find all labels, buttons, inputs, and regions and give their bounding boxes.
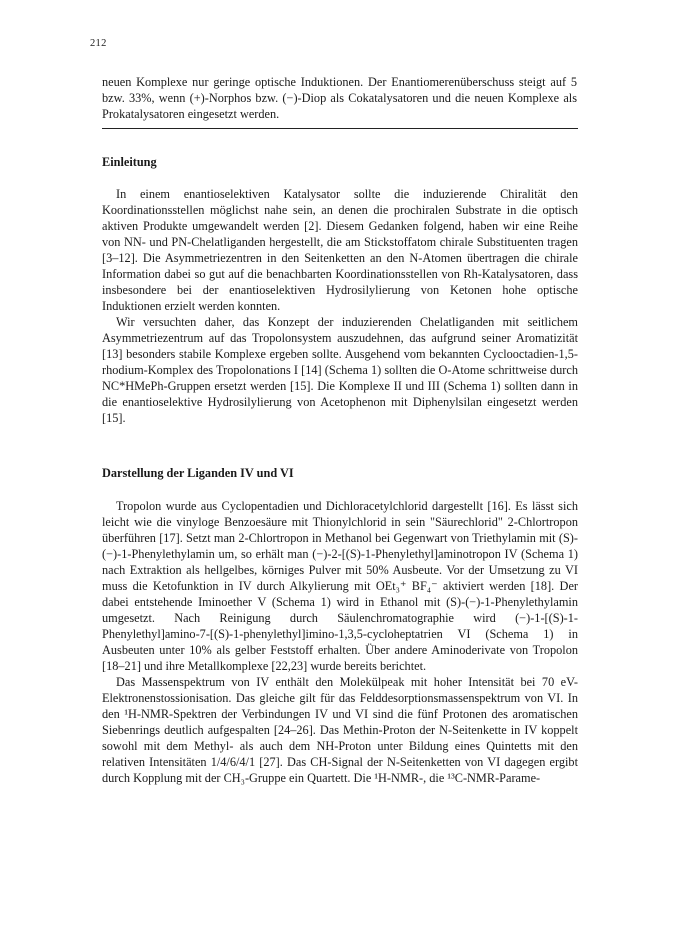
section-heading-darstellung: Darstellung der Liganden IV und VI bbox=[102, 466, 294, 480]
abstract-continuation: neuen Komplexe nur geringe optische Induktionen. Der Enantiomerenüberschuss steigt auf 5 bzw. 33%, wenn (+)-Norphos bzw. (−)-Diop als Cokatalysatoren und die neuen Komplexe als Prokatalysatoren eingesetzt werden. bbox=[102, 75, 577, 121]
section-heading-einleitung: Einleitung bbox=[102, 155, 157, 169]
section-darstellung bbox=[102, 498, 578, 786]
paragraph: Wir versuchten daher, das Konzept der induzierenden Chelatliganden mit seitlichem Asymmetriezentrum auf das Tropolonsystem auszudehnen, das aufgrund seiner Aromatizität [13] besonders stabile Komplexe ergeben sollte. Ausgehend vom bekannten Cyclooctadien-1,5-rhodium-Komplex des Tropolonations I [14] (Schema 1) sollten die O-Atome schrittweise durch NC*HMePh-Gruppen ersetzt werden [15]. Die Komplexe II und III (Schema 1) sollten dann in die enantioselektive Hydrosilylierung von Acetophenon mit Diphenylsilan eingesetzt werden [15]. bbox=[102, 315, 578, 425]
page-number: 212 bbox=[90, 38, 107, 49]
section-divider bbox=[102, 128, 578, 129]
paragraph: Das Massenspektrum von IV enthält den Molekülpeak mit hoher Intensität bei 70 eV-Elektronenstossionisation. Das gleiche gilt für das Felddesorptionsmassenspektrum von VI. In den ¹H-NMR-Spektren der Verbindungen IV und VI sind die fünf Protonen des aromatischen Siebenrings deutlich aufgespalten [24–26]. Das Methin-Proton der N-Seitenkette in IV koppelt sowohl mit dem Methyl- als auch dem NH-Proton unter Bildung eines Quintetts mit den relativen Intensitäten 1/4/6/4/1 [27]. Das CH-Signal der N-Seitenketten von VI dagegen ergibt durch Kopplung mit der CH₃-Gruppe ein Quartett. Die ¹H-NMR-, die ¹³C-NMR-Parame- bbox=[102, 675, 578, 785]
paragraph: Tropolon wurde aus Cyclopentadien und Dichloracetylchlorid dargestellt [16]. Es lässt sich leicht wie die vinyloge Benzoesäure mit Thionylchlorid in sein "Säurechlorid" 2-Chlortropon überführen [17]. Setzt man 2-Chlortropon in Methanol bei Gegenwart von Triethylamin mit (S)-(−)-1-Phenylethylamin um, so erhält man (−)-2-[(S)-1-Phenylethyl]aminotropon IV (Schema 1) nach Extraktion als hellgelbes, körniges Pulver mit 50% Ausbeute. Vor der Umsetzung zu VI muss die Ketofunktion in IV durch Alkylierung mit OEt₃⁺ BF₄⁻ aktiviert werden [18]. Der dabei entstehende Iminoether V (Schema 1) wird in Ethanol mit (S)-(−)-1-Phenylethylamin umgesetzt. Nach Reinigung durch Säulenchromatographie wird (−)-1-[(S)-1-Phenylethyl]amino-7-[(S)-1-phenylethyl]imino-1,3,5-cycloheptatrien VI (Schema 1) in Ausbeuten unter 10% als gelber Feststoff erhalten. Über andere Aminoderivate von Tropolon [18–21] und ihre Metallkomplexe [22,23] wurde bereits berichtet. bbox=[102, 499, 578, 673]
section-einleitung bbox=[102, 186, 578, 426]
paragraph: In einem enantioselektiven Katalysator sollte die induzierende Chiralität den Koordinationsstellen möglichst nahe sein, an denen die prochiralen Substrate in die optisch aktiven Produkte umgewandelt werden [2]. Diesem Gedanken folgend, haben wir eine Reihe von NN- und PN-Chelatliganden hergestellt, die am Stickstoffatom chirale Substituenten tragen [3–12]. Die Asymmetriezentren in den Seitenketten an den N-Atomen übertragen die chirale Information dabei so gut auf die benachbarten Koordinationsstellen von Rh-Katalysatoren, dass insbesondere bei der enantioselektiven Hydrosilylierung von Ketonen hohe optische Induktionen erzielt werden konnten. bbox=[102, 187, 578, 313]
